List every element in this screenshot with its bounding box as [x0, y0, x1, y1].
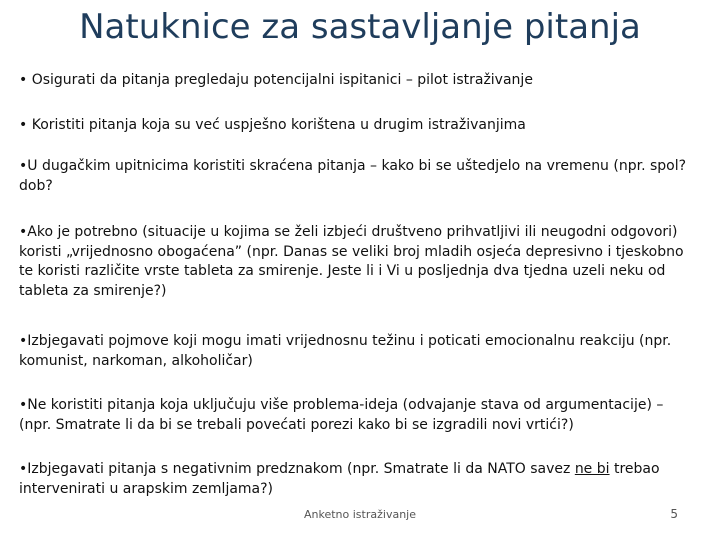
bullet-item — [19, 460, 689, 499]
bullet-text: trebao intervenirati u arapskim zemljama?) — [19, 461, 660, 497]
underlined-text: ne bi — [574, 461, 610, 477]
page-number: 5 — [670, 507, 678, 521]
slide-title: Natuknice za sastavljanje pitanja — [79, 7, 641, 47]
bullet-item: • Koristiti pitanja koja su već uspješno korištena u drugim istraživanjima — [19, 117, 526, 133]
bullet-item: •Izbjegavati pojmove koji mogu imati vrijednosnu težinu i poticati emocionalnu reakciju (npr. komunist, narkoman, alkoholičar) — [19, 333, 672, 369]
bullet-item: •Ne koristiti pitanja koja uključuju više problema-ideja (odvajanje stava od argumentacije) – (npr. Smatrate li da bi se trebali povećati porezi kako bi se izgradili novi vrtići?) — [19, 397, 664, 433]
slide-footer: Anketno istraživanje — [304, 508, 416, 521]
bullet-item: •U dugačkim upitnicima koristiti skraćena pitanja – kako bi se uštedjelo na vremenu (npr. spol? dob? — [19, 158, 687, 194]
bullet-text: •Izbjegavati pitanja s negativnim predznakom (npr. Smatrate li da NATO savez — [19, 461, 575, 477]
bullet-item: •Ako je potrebno (situacije u kojima se želi izbjeći društveno prihvatljivi ili neugodni odgovori) koristi „vrijednosno obogaćena” (npr. Danas se veliki broj mladih osjeća depresivno i tjeskobno te koristi različite vrste tableta za smirenje. Jeste li i Vi u posljednja dva tjedna uzeli neku od tableta za smirenje?) — [19, 224, 684, 299]
bullet-item: • Osigurati da pitanja pregledaju potencijalni ispitanici – pilot istraživanje — [19, 72, 533, 88]
